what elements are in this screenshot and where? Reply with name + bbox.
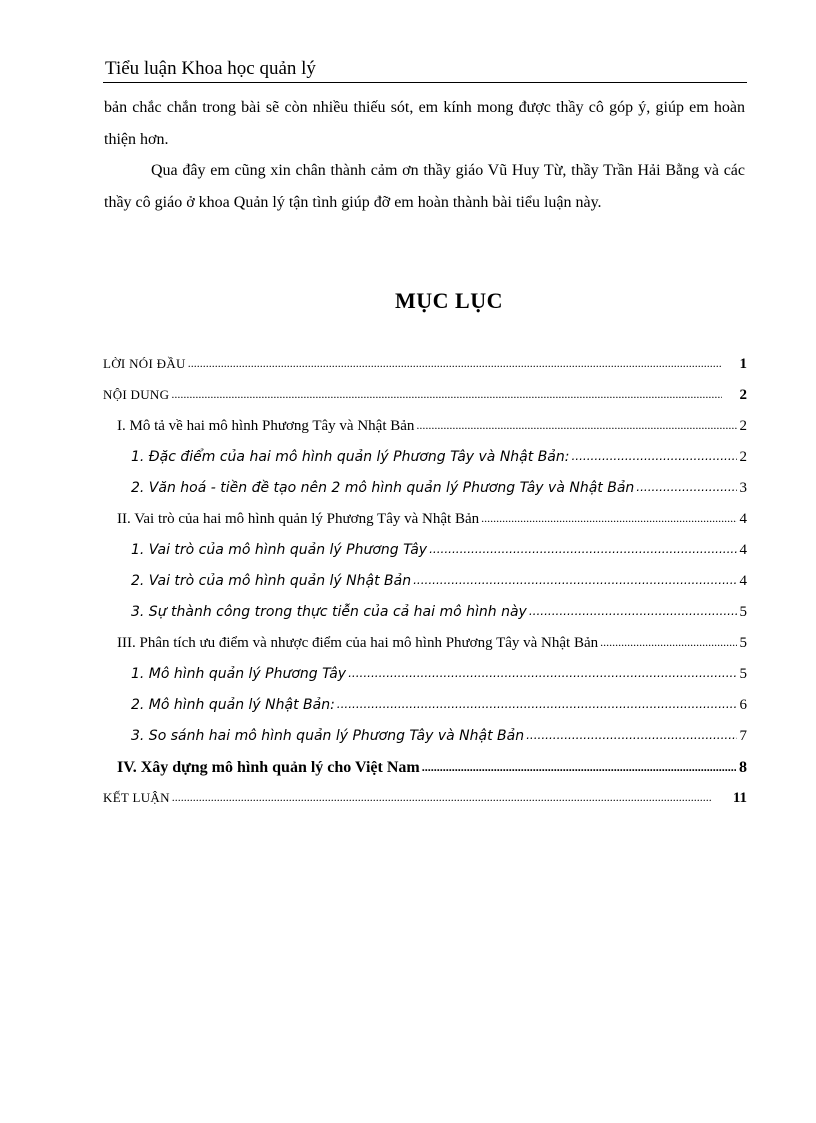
toc-entry-page: 2 xyxy=(739,387,747,403)
toc-entry-label: 1. Đặc điểm của hai mô hình quản lý Phương Tây và Nhật Bản: xyxy=(131,449,570,465)
toc-entry-label: 2. Văn hoá - tiền đề tạo nên 2 mô hình quản lý Phương Tây và Nhật Bản xyxy=(131,480,635,496)
toc-entry[interactable] xyxy=(103,449,747,480)
header-title: Tiểu luận Khoa học quản lý xyxy=(105,58,316,79)
toc-entry[interactable] xyxy=(103,511,747,542)
toc-entry[interactable] xyxy=(103,666,747,697)
toc-entry[interactable] xyxy=(103,356,747,387)
toc-entry-page: 3 xyxy=(739,480,747,496)
toc-entry-label: IV. Xây dựng mô hình quản lý cho Việt Nam xyxy=(117,759,420,776)
toc-leader xyxy=(571,448,736,464)
toc-entry-page: 4 xyxy=(739,573,747,589)
body-paragraph-1: bản chắc chắn trong bài sẽ còn nhiều thiếu sót, em kính mong được thầy cô góp ý, giúp em hoàn thiện hơn. xyxy=(104,99,745,148)
toc-leader xyxy=(526,727,736,743)
toc-leader xyxy=(481,510,736,527)
toc-leader xyxy=(600,634,736,651)
toc-leader xyxy=(413,572,736,588)
toc-leader xyxy=(422,758,736,776)
table-of-contents xyxy=(103,356,747,821)
toc-entry-page: 6 xyxy=(739,697,747,713)
toc-leader xyxy=(636,479,736,495)
toc-leader xyxy=(416,417,736,434)
toc-entry[interactable] xyxy=(103,542,747,573)
toc-entry-label: II. Vai trò của hai mô hình quản lý Phương Tây và Nhật Bản xyxy=(117,511,480,527)
toc-entry[interactable] xyxy=(103,759,747,790)
toc-entry-label: KẾT LUẬN xyxy=(103,790,170,805)
toc-entry[interactable] xyxy=(103,790,747,821)
toc-entry-label: 2. Vai trò của mô hình quản lý Nhật Bản xyxy=(131,573,412,589)
toc-entry-label: NỘI DUNG xyxy=(103,387,170,402)
toc-entry-label: 1. Vai trò của mô hình quản lý Phương Tây xyxy=(131,542,428,558)
toc-entry[interactable] xyxy=(103,604,747,635)
toc-entry[interactable] xyxy=(103,480,747,511)
toc-entry-page: 1 xyxy=(739,356,747,372)
toc-leader xyxy=(172,789,712,805)
toc-entry-page: 5 xyxy=(739,604,747,620)
toc-entry[interactable] xyxy=(103,387,747,418)
toc-entry-page: 5 xyxy=(739,666,747,682)
page-header xyxy=(103,58,747,83)
toc-entry-page: 4 xyxy=(739,542,747,558)
toc-title: MỤC LỤC xyxy=(395,288,503,313)
toc-entry-label: 1. Mô hình quản lý Phương Tây xyxy=(131,666,347,682)
toc-entry-label: III. Phân tích ưu điểm và nhược điểm của hai mô hình Phương Tây và Nhật Bản xyxy=(117,635,599,651)
toc-entry-page: 4 xyxy=(739,511,747,527)
toc-leader xyxy=(348,665,736,681)
toc-entry[interactable] xyxy=(103,635,747,666)
toc-entry-label: I. Mô tả về hai mô hình Phương Tây và Nhật Bản xyxy=(117,418,415,434)
toc-leader xyxy=(337,696,737,712)
toc-entry-page: 2 xyxy=(739,449,747,465)
toc-entry-page: 2 xyxy=(739,418,747,434)
toc-entry-label: 2. Mô hình quản lý Nhật Bản: xyxy=(131,697,335,713)
toc-entry[interactable] xyxy=(103,697,747,728)
toc-entry[interactable] xyxy=(103,728,747,759)
toc-leader xyxy=(429,541,736,557)
toc-entry-page: 8 xyxy=(739,759,747,776)
toc-entry-page: 5 xyxy=(739,635,747,651)
toc-entry-label: 3. Sự thành công trong thực tiễn của cả hai mô hình này xyxy=(131,604,527,620)
toc-leader xyxy=(529,603,737,619)
toc-entry-page: 11 xyxy=(732,790,747,806)
body-paragraph-2: Qua đây em cũng xin chân thành cảm ơn thầy giáo Vũ Huy Từ, thầy Trần Hải Bằng và các thầy cô giáo ở khoa Quản lý tận tình giúp đỡ em hoàn thành bài tiểu luận này. xyxy=(104,162,745,211)
toc-leader xyxy=(188,355,722,371)
toc-entry-page: 7 xyxy=(739,728,747,744)
toc-leader xyxy=(171,386,722,402)
toc-entry[interactable] xyxy=(103,573,747,604)
toc-entry[interactable] xyxy=(103,418,747,449)
toc-entry-label: 3. So sánh hai mô hình quản lý Phương Tây và Nhật Bản xyxy=(131,728,525,744)
toc-entry-label: LỜI NÓI ĐẦU xyxy=(103,356,186,371)
